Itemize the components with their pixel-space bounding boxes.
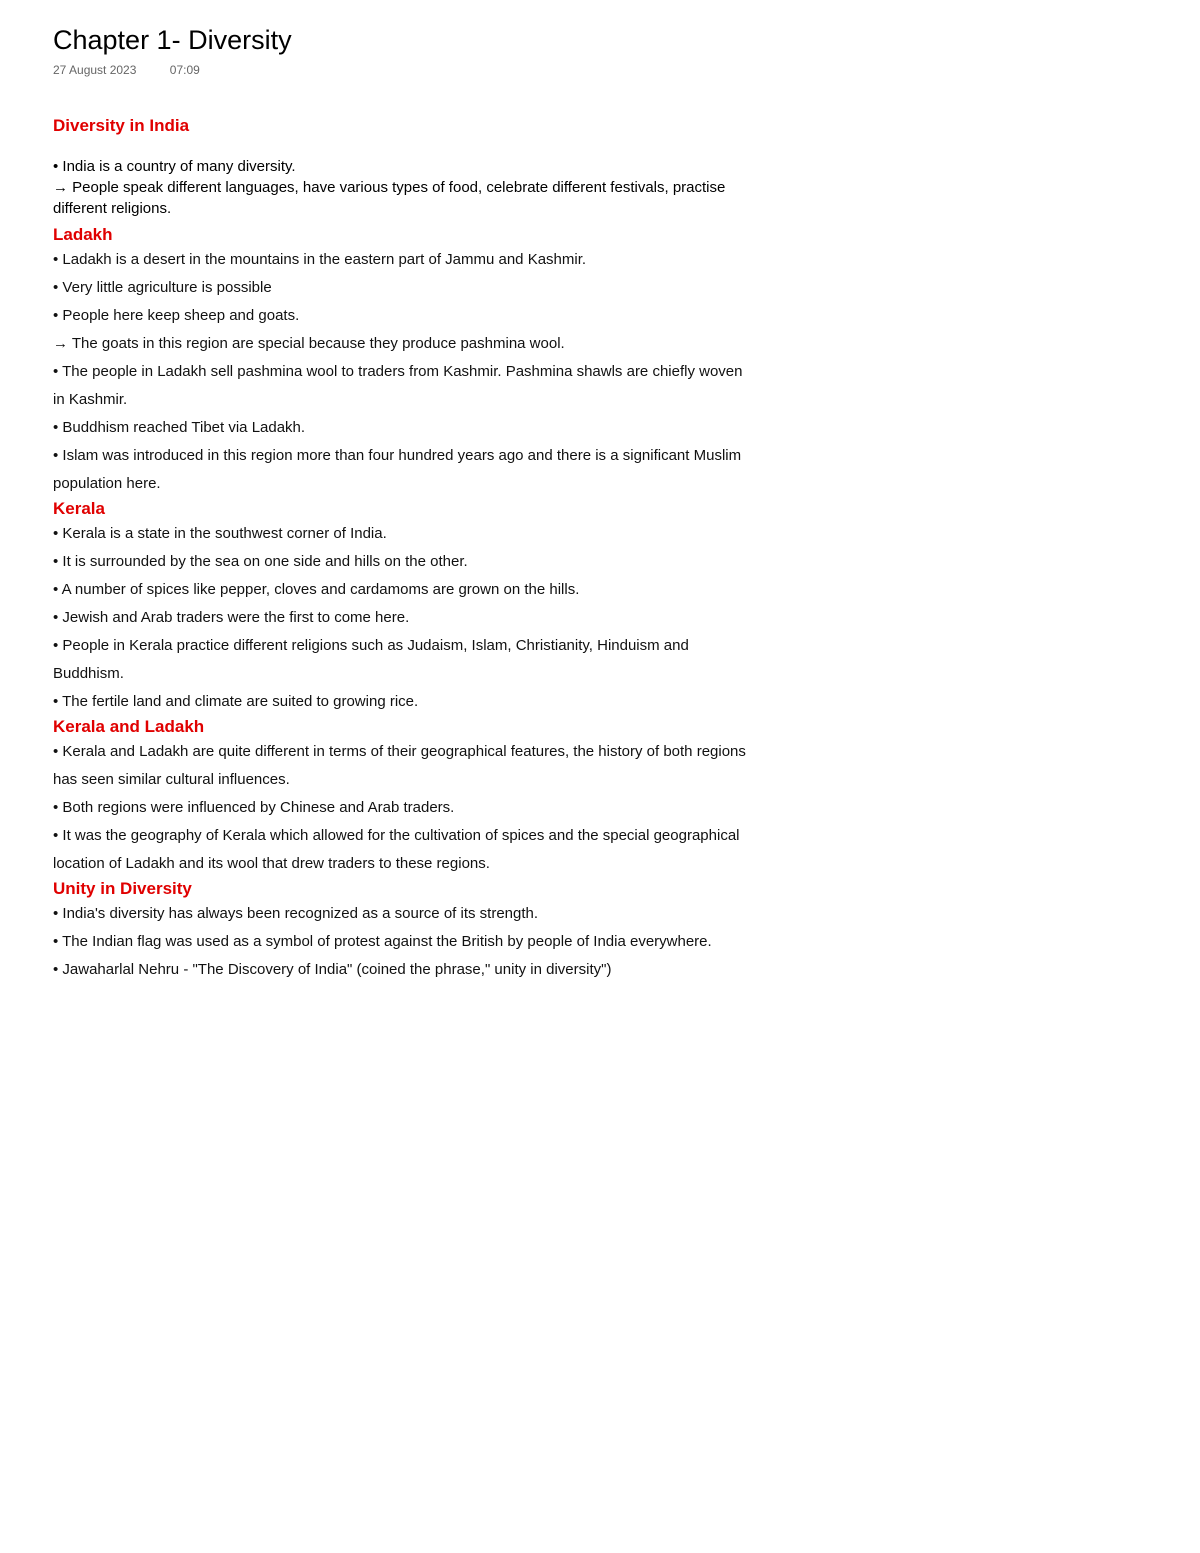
bullet-line: • Ladakh is a desert in the mountains in the eastern part of Jammu and Kashmir.: [53, 251, 587, 268]
bullet-line: • The fertile land and climate are suited to growing rice.: [53, 693, 419, 710]
note-meta: [53, 62, 753, 78]
bullet-line: • Buddhism reached Tibet via Ladakh.: [53, 419, 306, 436]
bullet-line: • It is surrounded by the sea on one side and hills on the other.: [53, 553, 468, 570]
bullet-line: • India is a country of many diversity.: [53, 158, 296, 175]
bullet-line: • People here keep sheep and goats.: [53, 307, 300, 324]
section-heading: Ladakh: [53, 225, 113, 244]
bullet-line: • The people in Ladakh sell pashmina wool to traders from Kashmir. Pashmina shawls are chiefly woven in Kashmir.: [53, 363, 743, 408]
bullet-line: • People in Kerala practice different religions such as Judaism, Islam, Christianity, Hinduism and Buddhism.: [53, 637, 689, 682]
bullet-line: • Kerala and Ladakh are quite different in terms of their geographical features, the history of both regions has seen similar cultural influences.: [53, 743, 746, 788]
bullet-line: • Jewish and Arab traders were the first to come here.: [53, 609, 410, 626]
bullet-line: • Jawaharlal Nehru - "The Discovery of India" (coined the phrase," unity in diversity"): [53, 961, 612, 978]
section-kerala-and-ladakh: [53, 716, 753, 878]
bullet-line: • Kerala is a state in the southwest corner of India.: [53, 525, 387, 542]
page-title: Chapter 1- Diversity: [53, 25, 292, 55]
arrow-line: → People speak different languages, have various types of food, celebrate different festivals, practise different religions.: [53, 179, 726, 217]
bullet-line: • A number of spices like pepper, cloves and cardamoms are grown on the hills.: [53, 581, 580, 598]
bullet-line: • It was the geography of Kerala which allowed for the cultivation of spices and the special geographical location of Ladakh and its wool that drew traders to these regions.: [53, 827, 740, 872]
section-heading: Diversity in India: [53, 116, 190, 135]
bullet-line: • Islam was introduced in this region more than four hundred years ago and there is a significant Muslim population here.: [53, 447, 742, 492]
bullet-line: • The Indian flag was used as a symbol of protest against the British by people of India everywhere.: [53, 933, 712, 950]
bullet-line: • Both regions were influenced by Chinese and Arab traders.: [53, 799, 455, 816]
note-time: 07:09: [169, 63, 200, 77]
bullet-line: • Very little agriculture is possible: [53, 279, 272, 296]
section-heading: Unity in Diversity: [53, 879, 192, 898]
section-diversity-in-india: [53, 115, 753, 219]
section-heading: Kerala and Ladakh: [53, 717, 205, 736]
note-page: [53, 22, 753, 984]
note-date: 27 August 2023: [53, 63, 137, 77]
bullet-line: • India's diversity has always been recognized as a source of its strength.: [53, 905, 539, 922]
section-heading: Kerala: [53, 499, 105, 518]
section-kerala: [53, 498, 753, 716]
section-unity-in-diversity: [53, 878, 753, 984]
section-ladakh: [53, 224, 753, 498]
arrow-line: → The goats in this region are special because they produce pashmina wool.: [53, 335, 565, 352]
